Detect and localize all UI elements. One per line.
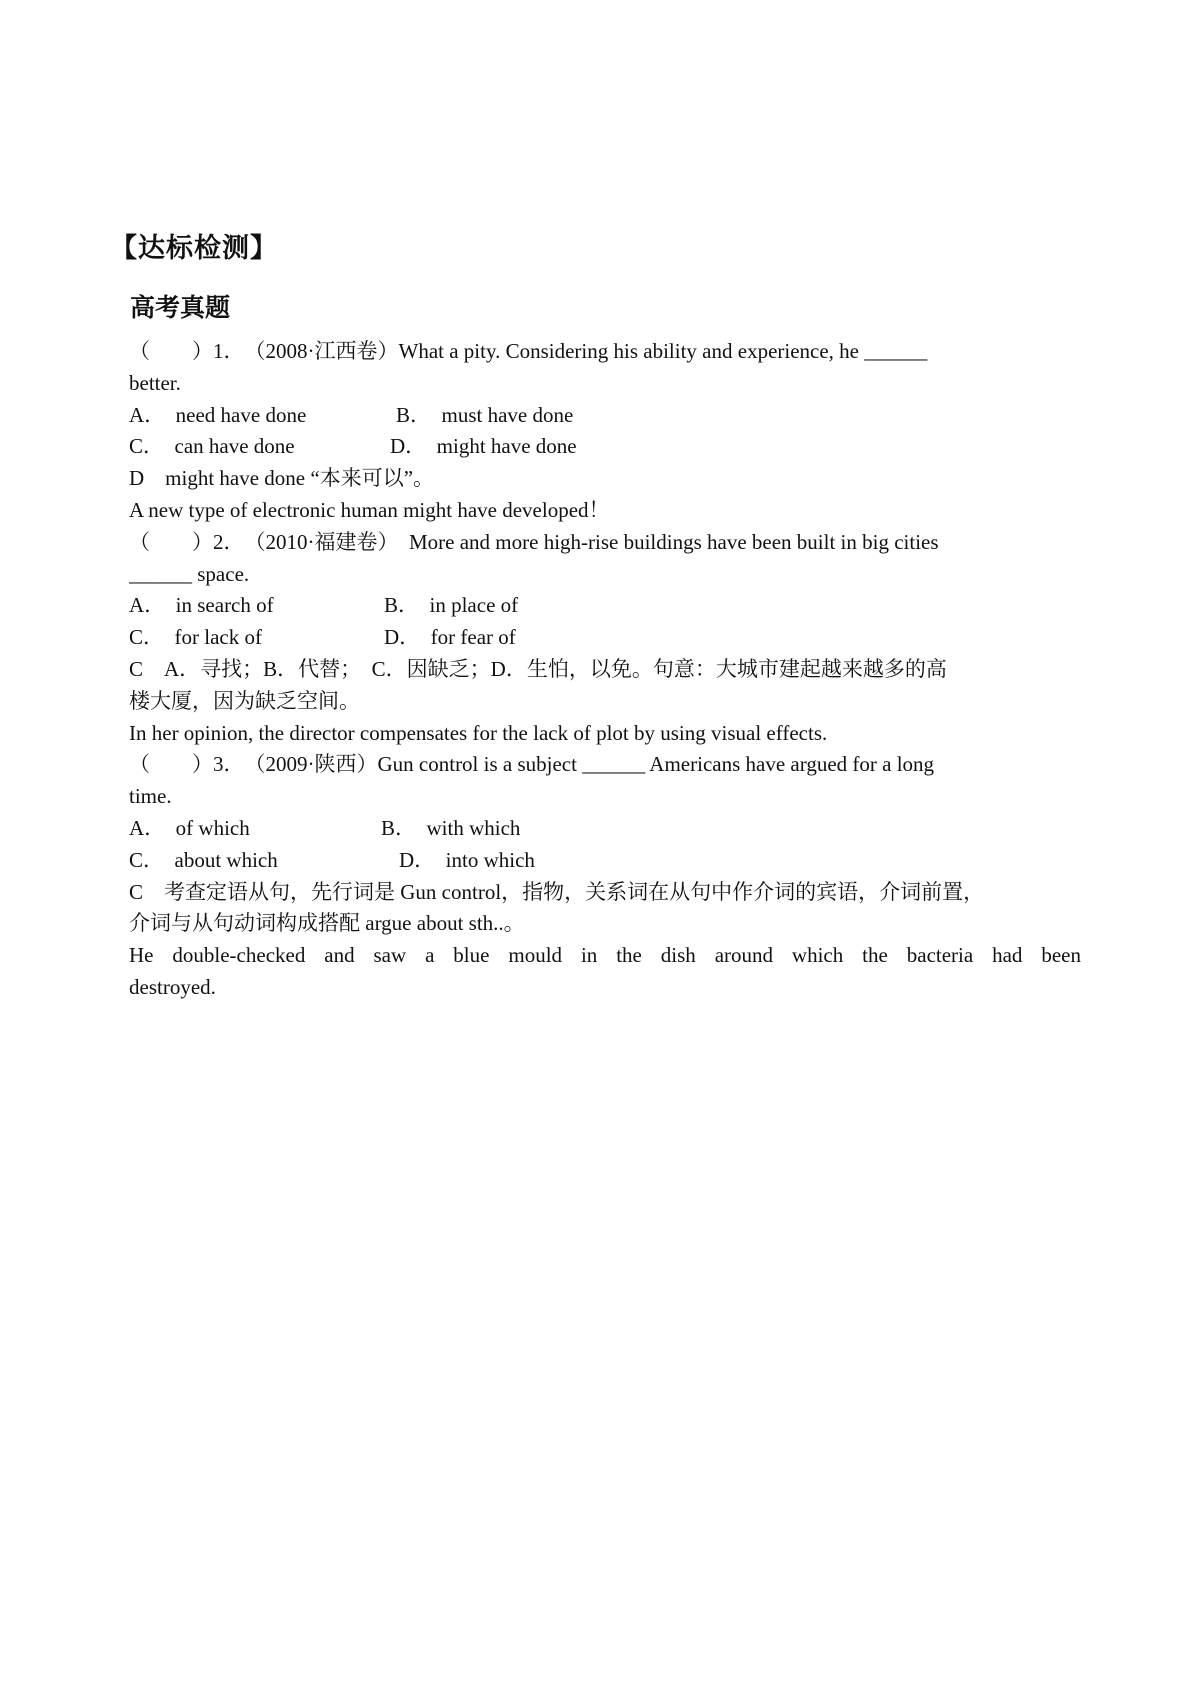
question-2-option-c: C． for lack of — [129, 625, 262, 650]
question-3-option-d: D． into which — [399, 847, 535, 872]
question-2-answer: C A．寻找；B．代替； C．因缺乏；D．生怕，以免。句意：大城市建起越来越多的高 — [129, 656, 947, 681]
section-title: 【达标检测】 — [110, 233, 278, 264]
question-2-stem: （ ）2． （2010·福建卷） More and more high-rise buildings have been built in big cities — [129, 529, 939, 554]
question-1-options-ab — [129, 400, 1081, 432]
question-list — [129, 336, 1081, 1004]
subsection-title: 高考真题 — [130, 293, 231, 322]
question-3-option-b: B． with which — [381, 815, 521, 840]
question-3-example: He double-checked and saw a blue mould in the dish around which the bacteria had been — [129, 943, 1081, 968]
question-2-stem-continuation: ______ space. — [129, 561, 250, 586]
question-2-answer-continuation: 楼大厦，因为缺乏空间。 — [129, 688, 360, 713]
question-2-option-b: B． in place of — [384, 593, 519, 618]
question-1-answer: D might have done “本来可以”。 — [129, 466, 435, 491]
question-2-example: In her opinion, the director compensates for the lack of plot by using visual effects. — [129, 720, 828, 745]
question-1-option-c: C． can have done — [129, 434, 295, 459]
question-1-option-a: A． need have done — [129, 402, 307, 427]
question-3-options-cd — [129, 845, 1081, 877]
question-1-example: A new type of electronic human might have developed！ — [129, 497, 610, 522]
question-3-options-ab — [129, 813, 1081, 845]
question-2-option-a: A． in search of — [129, 593, 274, 618]
question-2-options-ab — [129, 590, 1081, 622]
question-1-stem-continuation: better. — [129, 370, 181, 395]
question-1-options-cd — [129, 431, 1081, 463]
question-1-stem: （ ）1． （2008·江西卷）What a pity. Considering his ability and experience, he ______ — [129, 339, 928, 363]
question-3-option-c: C． about which — [129, 847, 278, 872]
question-1-option-d: D． might have done — [390, 434, 577, 459]
question-3-answer: C 考查定语从句，先行词是 Gun control，指物，关系词在从句中作介词的宾语，介词前置， — [129, 879, 985, 904]
question-2-options-cd — [129, 622, 1081, 654]
question-2-option-d: D． for fear of — [384, 625, 516, 650]
question-3-stem-continuation: time. — [129, 784, 172, 809]
question-1-option-b: B． must have done — [396, 402, 574, 427]
question-3-option-a: A． of which — [129, 815, 250, 840]
question-3-example-continuation: destroyed. — [129, 974, 216, 999]
question-3-stem: （ ）3． （2009·陕西）Gun control is a subject ______ Americans have argued for a long — [129, 752, 935, 777]
question-3-answer-continuation: 介词与从句动词构成搭配 argue about sth..。 — [129, 911, 525, 936]
